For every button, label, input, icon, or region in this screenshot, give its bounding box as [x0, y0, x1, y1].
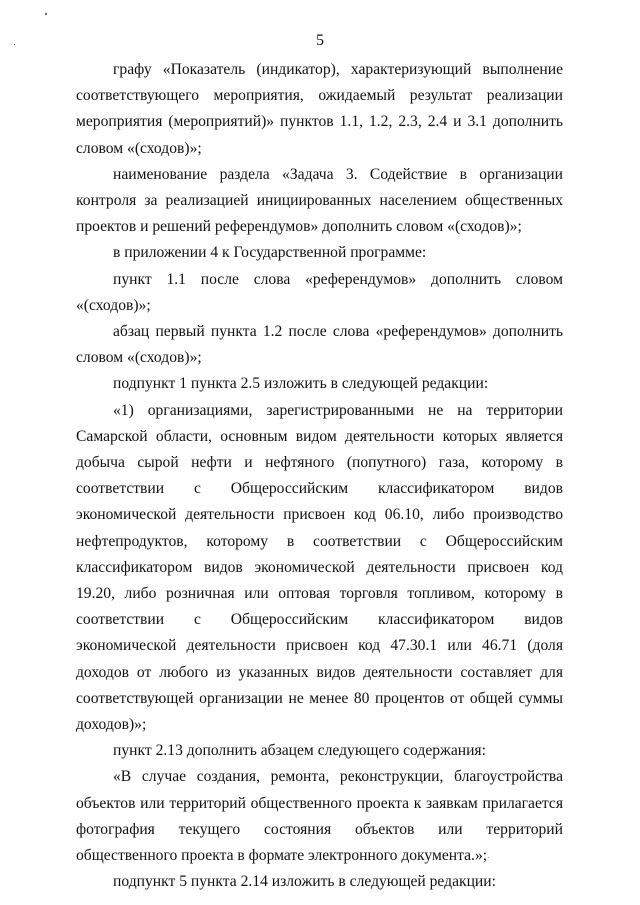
paragraph: графу «Показатель (индикатор), характеризующий выполнение соответствующего мероприятия, ожидаемый результат реализации мероприятия (мероприятий)» пунктов 1.1, 1.2, 2.3, 2.4 и 3.1 дополнить словом «(сходов)»;	[76, 61, 563, 157]
paragraph: подпункт 5 пункта 2.14 изложить в следующей редакции:	[113, 873, 496, 891]
scan-speck	[45, 13, 47, 15]
document-body	[76, 57, 563, 896]
paragraph: наименование раздела «Задача 3. Содействие в организации контроля за реализацией инициированных населением общественных проектов и решений референдумов» дополнить словом «(сходов)»;	[76, 165, 563, 236]
paragraph: абзац первый пункта 1.2 после слова «референдумов» дополнить словом «(сходов)»;	[76, 323, 563, 367]
paragraph: «В случае создания, ремонта, реконструкции, благоустройства объектов или территорий общественного проекта к заявкам прилагается фотография текущего состояния объектов или территорий общественного проекта в формате электронного документа.»;	[76, 768, 563, 865]
paragraph: пункт 2.13 дополнить абзацем следующего содержания:	[113, 742, 486, 760]
paragraph: пункт 1.1 после слова «референдумов» дополнить словом «(сходов)»;	[76, 270, 563, 314]
page-number: 5	[316, 32, 324, 49]
paragraph: подпункт 1 пункта 2.5 изложить в следующей редакции:	[113, 375, 489, 393]
paragraph: в приложении 4 к Государственной программе:	[113, 244, 427, 262]
paragraph: «1) организациями, зарегистрированными не на территории Самарской области, основным видом деятельности которых является добыча сырой нефти и нефтяного (попутного) газа, которому в соответствии с Общероссийским классификатором видов экономической деятельности присвоен код 06.10, либо производство нефтепродуктов, которому в соответствии с Общероссийским классификатором видов экономической деятельности присвоен код 19.20, либо розничная или оптовая торговля топливом, которому в соответствии с Общероссийским классификатором видов экономической деятельности присвоен код 47.30.1 или 46.71 (доля доходов от любого из указанных видов деятельности составляет для соответствующей организации не менее 80 процентов от общей суммы доходов)»;	[76, 401, 563, 734]
